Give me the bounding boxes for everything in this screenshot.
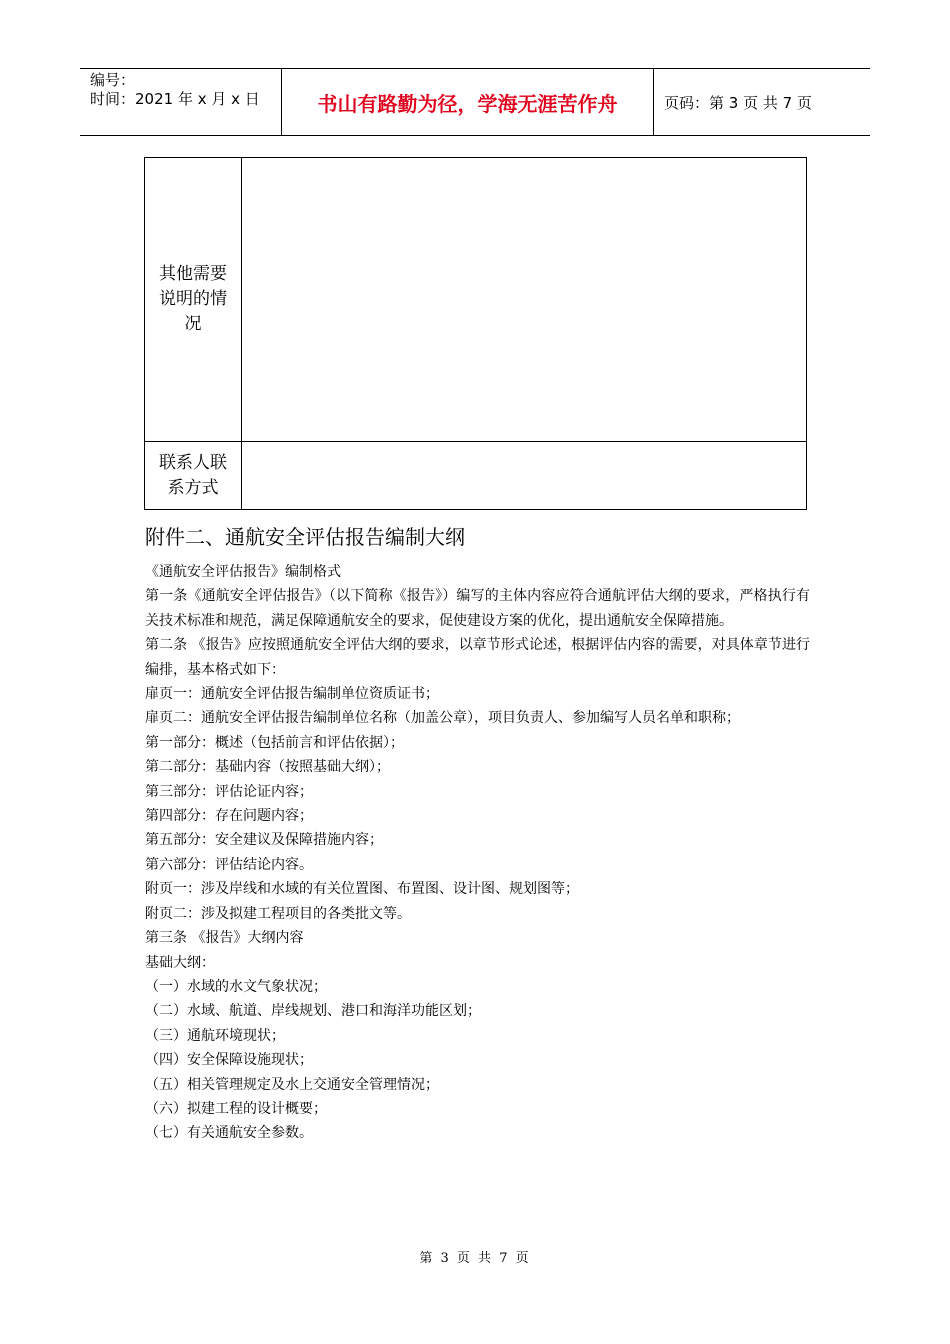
body-paragraph: （六）拟建工程的设计概要；	[145, 1100, 327, 1117]
table-row	[145, 442, 807, 510]
body-paragraph: 第二部分：基础内容（按照基础大纲）；	[145, 759, 390, 776]
body-paragraph: 第一条《通航安全评估报告》（以下简称《报告》）编写的主体内容应符合通航评估大纲的要求，严格执行有关技术标准和规范，满足保障通航安全的要求，促使建设方案的优化，提出通航安全保障措施。	[145, 588, 810, 629]
body-paragraph: 附页一：涉及岸线和水域的有关位置图、布置图、设计图、规划图等；	[145, 881, 579, 898]
contact-value-cell	[242, 442, 807, 510]
paragraph-list	[145, 560, 810, 1146]
contact-label: 联系人联系方式	[159, 452, 227, 498]
body-paragraph: 扉页一：通航安全评估报告编制单位资质证书；	[145, 686, 439, 703]
body-paragraph: （二）水域、航道、岸线规划、港口和海洋功能区划；	[145, 1003, 481, 1020]
other-info-label: 其他需要说明的情况	[159, 264, 227, 334]
body-paragraph: 第三部分：评估论证内容；	[145, 783, 313, 800]
table-row	[145, 158, 807, 442]
body-paragraph: 第三条 《报告》大纲内容	[145, 930, 304, 947]
other-info-value-cell	[242, 158, 807, 442]
body-paragraph: 第五部分：安全建议及保障措施内容；	[145, 832, 383, 849]
header-page-info: 页码：第 3 页 共 7 页	[664, 93, 812, 112]
body-paragraph: （一）水域的水文气象状况；	[145, 978, 327, 995]
body-paragraph: 基础大纲：	[145, 954, 215, 971]
page-header	[80, 68, 870, 136]
page-footer: 第 3 页 共 7 页	[419, 1251, 531, 1266]
contact-label-cell	[145, 442, 242, 510]
info-table	[144, 157, 807, 510]
other-info-label-cell	[145, 158, 242, 442]
body-paragraph: （七）有关通航安全参数。	[145, 1125, 313, 1142]
document-time: 时间：2021 年 x 月 x 日	[90, 90, 260, 108]
body-paragraph: （五）相关管理规定及水上交通安全管理情况；	[145, 1076, 439, 1093]
header-meta	[80, 69, 282, 135]
body-paragraph: 第一部分：概述（包括前言和评估依据）；	[145, 734, 404, 751]
body-paragraph: （四）安全保障设施现状；	[145, 1052, 313, 1069]
body-paragraph: 第六部分：评估结论内容。	[145, 856, 313, 873]
document-number-label: 编号：	[90, 71, 136, 89]
body-paragraph: 《通航安全评估报告》编制格式	[145, 564, 341, 580]
document-body	[145, 520, 810, 1146]
body-paragraph: 附页二：涉及拟建工程项目的各类批文等。	[145, 905, 411, 922]
header-motto: 书山有路勤为径，学海无涯苦作舟	[282, 69, 654, 135]
body-paragraph: （三）通航环境现状；	[145, 1027, 285, 1044]
body-paragraph: 第四部分：存在问题内容；	[145, 808, 313, 825]
section-heading: 附件二、通航安全评估报告编制大纲	[145, 525, 465, 549]
body-paragraph: 第二条 《报告》应按照通航安全评估大纲的要求，以章节形式论述，根据评估内容的需要，对具体章节进行编排，基本格式如下：	[145, 637, 810, 678]
body-paragraph: 扉页二：通航安全评估报告编制单位名称（加盖公章），项目负责人、参加编写人员名单和职称；	[145, 710, 740, 727]
